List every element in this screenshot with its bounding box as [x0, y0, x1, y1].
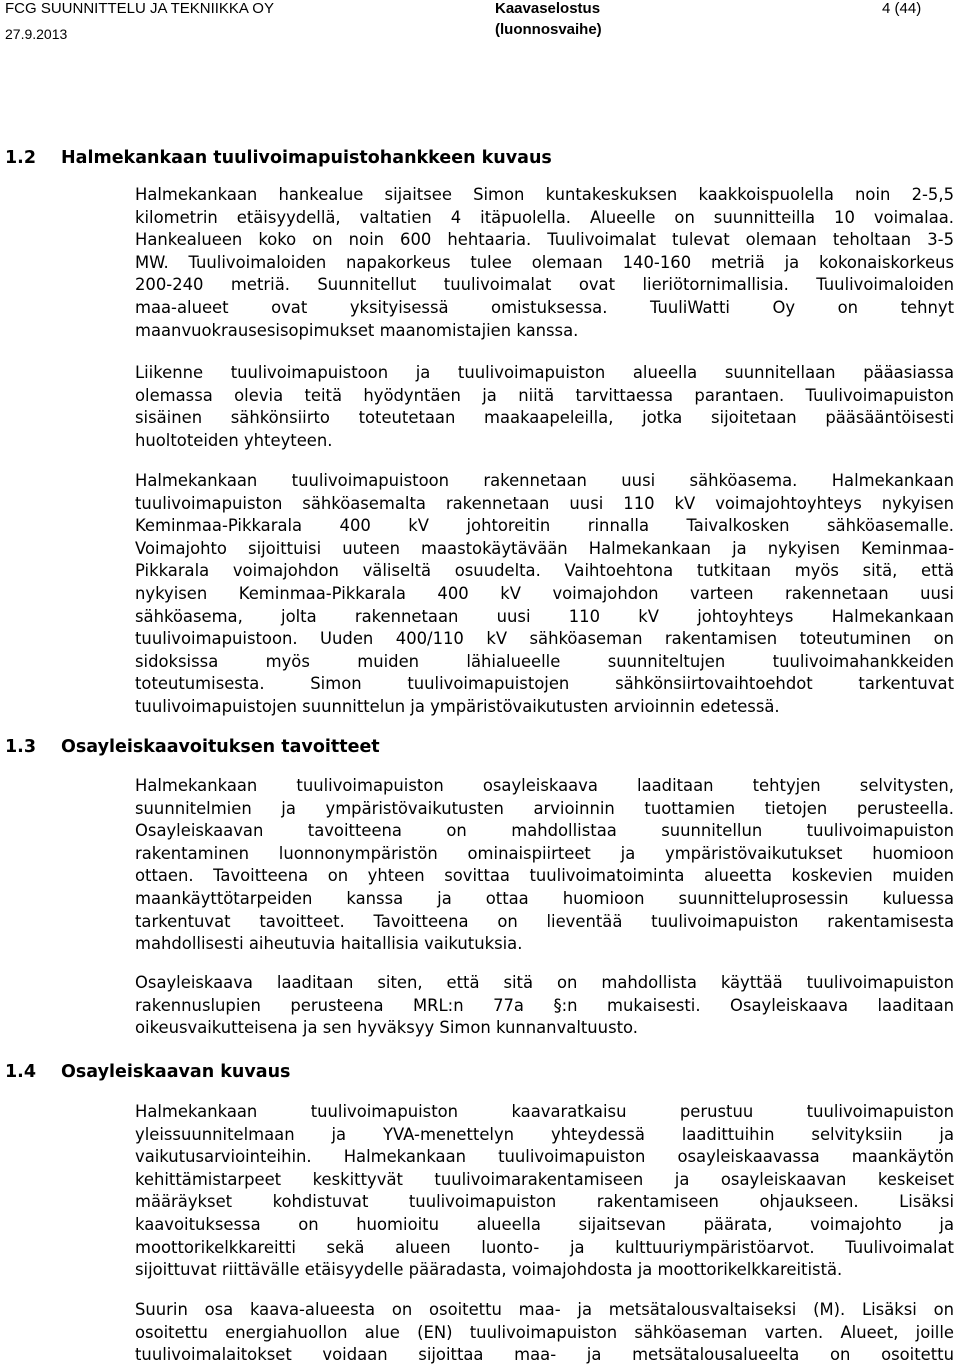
text-line: kaavoituksessa on huomioitu alueella sijaitsevan päärata, voimajohto ja [135, 1214, 954, 1234]
text-line: kilometrin etäisyydellä, valtatien 4 itäpuolella. Alueelle on suunnitteilla 10 voimalaa. [135, 207, 954, 227]
section-heading-1-2 [5, 147, 552, 169]
section-title: Osayleiskaavoituksen tavoitteet [61, 737, 380, 757]
text-line: sidoksissa myös muiden lähialueelle suunniteltujen tuulivoimahankkeiden [135, 651, 954, 671]
text-line: mahdollisesti aiheutuvia haitallisia vaikutuksia. [135, 934, 523, 954]
header-page-number: 4 (44) [882, 0, 922, 17]
text-line: nykyisen Keminmaa-Pikkarala 400 kV voimajohdon varteen rakennetaan uusi [135, 583, 954, 603]
text-line: Halmekankaan tuulivoimapuiston osayleiskaava laaditaan tehtyjen selvitysten, [135, 776, 954, 795]
text-line: kehittämistarpeet keskittyvät tuulivoimarakentamiseen ja osayleiskaavan keskeiset [135, 1169, 954, 1189]
paragraph-project-area [135, 184, 954, 342]
text-line: Osayleiskaava laaditaan siten, että sitä on mahdollista käyttää tuulivoimapuiston [135, 973, 954, 992]
text-line: tuulivoimapuistojen suunnittelun ja ympäristövaikutusten arvioinnin edetessä. [135, 696, 780, 716]
text-line: moottorikelkkareitti sekä alueen luonto- ja kulttuuriympäristöarvot. Tuulivoimalat [135, 1237, 954, 1257]
text-line: Pikkarala voimajohdon väliseltä osuudelta. Vaihtoehtona tutkitaan myös sitä, että [135, 561, 954, 581]
header-date: 27.9.2013 [5, 26, 68, 42]
text-line: vaikutusarviointeihin. Halmekankaan tuulivoimapuiston osayleiskaavassa maankäytön [135, 1147, 954, 1167]
header-doc-type: Kaavaselostus [495, 0, 601, 17]
text-line: Hankealueen koko on noin 600 hehtaaria. Tuulivoimalat tulevat olemaan teholtaan 3-5 [135, 230, 954, 250]
text-line: olemassa olevia teitä hyödyntäen ja niitä tarvittaessa parantaen. Tuulivoimapuiston [135, 385, 954, 405]
paragraph-traffic [135, 362, 954, 452]
text-line: MW. Tuulivoimaloiden napakorkeus tulee olemaan 140-160 metriä ja kokonaiskorkeus [135, 252, 954, 272]
text-line: osoitettu energiahuollon alue (EN) tuulivoimapuiston sähköaseman varten. Alueet, joille [135, 1322, 954, 1342]
text-line: Halmekankaan hankealue sijaitsee Simon kuntakeskuksen kaakkoispuolella noin 2-5,5 [135, 185, 954, 204]
text-line: tuulivoimapuiston sähköasemalta rakennetaan uusi 110 kV voimajohtoyhteys nykyisen [135, 493, 954, 513]
text-line: ottaen. Tavoitteena on yhteen sovittaa tuulivoimatoiminta alueetta koskevien muiden [135, 866, 954, 886]
text-line: sähköasema, jolta rakennetaan uusi 110 kV johtoyhteys Halmekankaan [135, 606, 954, 626]
text-line: rakentaminen luonnonympäristön ominaispiirteet ja ympäristövaikutukset huomioon [135, 843, 954, 863]
text-line: oikeusvaikutteisena ja sen hyväksyy Simon kunnanvaltuusto. [135, 1018, 638, 1038]
text-line: Halmekankaan tuulivoimapuiston kaavaratkaisu perustuu tuulivoimapuiston [135, 1102, 954, 1121]
text-line: maanvuokrausesisopimukset maanomistajien kanssa. [135, 320, 579, 340]
section-number: 1.3 [5, 737, 37, 757]
paragraph-legal-effect [135, 972, 954, 1040]
text-line: sijoittuvat riittävälle etäisyydelle pääradasta, voimajohdosta ja moottorikelkkareitistä. [135, 1260, 843, 1280]
text-line: tarkentuvat tavoitteet. Tavoitteena on lieventää tuulivoimapuiston rakentamisesta [135, 911, 954, 931]
text-line: rakennuslupien perusteena MRL:n 77a §:n mukaisesti. Osayleiskaava laaditaan [135, 995, 954, 1015]
section-title: Osayleiskaavan kuvaus [61, 1062, 291, 1082]
paragraph-substation [135, 470, 954, 719]
text-line: Liikenne tuulivoimapuistoon ja tuulivoimapuiston alueella suunnitellaan pääasiassa [135, 363, 954, 382]
text-line: maa-alueet ovat yksityisessä omistuksessa. TuuliWatti Oy on tehnyt [135, 297, 954, 317]
text-line: maankäyttötarpeiden kanssa ja ottaa huomioon suunnitteluprosessin kuluessa [135, 888, 954, 908]
text-line: yleissuunnitelmaan ja YVA-menettelyn yhteydessä laadittuihin selvityksiin ja [135, 1124, 954, 1144]
text-line: tuulivoimalaitokset voidaan sijoittaa maa- ja metsätalousalueelta on osoitettu [135, 1345, 954, 1365]
text-line: määräykset kohdistuvat tuulivoimapuiston rakentamiseen ohjaukseen. Lisäksi [135, 1192, 954, 1212]
section-heading-1-4 [5, 1061, 290, 1083]
header-doc-status: (luonnosvaihe) [495, 21, 602, 38]
header-company: FCG SUUNNITTELU JA TEKNIIKKA OY [5, 0, 274, 17]
text-line: Suurin osa kaava-alueesta on osoitettu maa- ja metsätalousvaltaiseksi (M). Lisäksi on [135, 1300, 954, 1319]
text-line: 200-240 metriä. Suunnitellut tuulivoimalat ovat lieriötornimallisia. Tuulivoimaloiden [135, 275, 954, 295]
section-heading-1-3 [5, 736, 380, 758]
text-line: Halmekankaan tuulivoimapuistoon rakennetaan uusi sähköasema. Halmekankaan [135, 471, 954, 490]
text-line: Osayleiskaavan tavoitteena on mahdollistaa suunnitellun tuulivoimapuiston [135, 821, 954, 841]
text-line: suunnitelmien ja ympäristövaikutusten arvioinnin tuottamien tietojen perusteella. [135, 798, 954, 818]
paragraph-plan-solution [135, 1101, 954, 1282]
paragraph-goals [135, 775, 954, 956]
text-line: Voimajohto sijoittuisi uuteen maastokäytävään Halmekankaan ja nykyisen Keminmaa- [135, 538, 954, 558]
text-line: tuulivoimapuistoon. Uuden 400/110 kV sähköaseman rakentamisen toteutuminen on [135, 629, 954, 649]
text-line: sisäinen sähkönsiirto toteutetaan maakaapeleilla, jotka sijoitetaan pääsääntöisesti [135, 408, 954, 428]
section-title: Halmekankaan tuulivoimapuistohankkeen kuvaus [61, 148, 552, 168]
text-line: Keminmaa-Pikkarala 400 kV johtoreitin rinnalla Taivalkosken sähköasemalle. [135, 516, 954, 536]
paragraph-land-use [135, 1299, 954, 1367]
text-line: toteutumisesta. Simon tuulivoimapuistojen sähkönsiirtovaihtoehdot tarkentuvat [135, 674, 954, 694]
text-line: huoltoteiden yhteyteen. [135, 430, 333, 450]
section-number: 1.2 [5, 148, 37, 168]
section-number: 1.4 [5, 1062, 37, 1082]
